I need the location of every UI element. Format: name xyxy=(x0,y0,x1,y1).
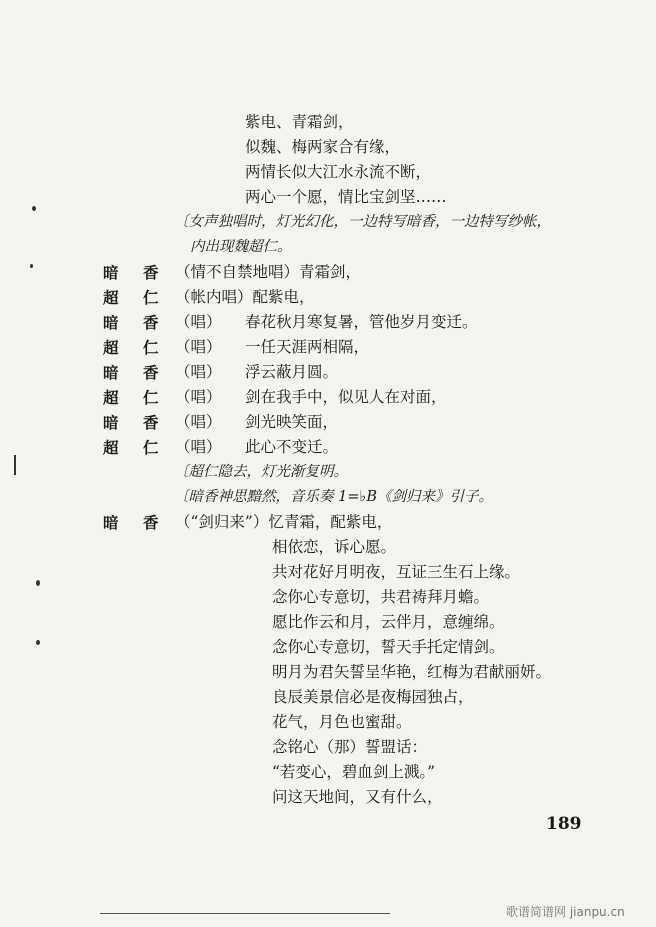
speaker-char: 超 xyxy=(103,438,119,457)
scan-edge-line xyxy=(100,913,390,914)
verse-line: “若变心，碧血剑上溅。” xyxy=(272,763,436,781)
dialogue-content xyxy=(175,360,338,385)
verse-line: 共对花好月明夜，互证三生石上缘。 xyxy=(272,563,521,581)
dialogue-line xyxy=(0,335,656,360)
scan-speck xyxy=(36,580,40,586)
speaker-char: 香 xyxy=(143,413,159,432)
dialogue-line xyxy=(0,410,656,435)
speaker-char: 暗 xyxy=(103,513,119,532)
lyric-text: 一任天涯两相隔， xyxy=(245,338,370,356)
verse-line: 念你心专意切，誓天手托定情剑。 xyxy=(272,638,505,656)
performance-note: （唱） xyxy=(175,363,222,381)
dialogue-content xyxy=(175,285,315,310)
verse-line: 明月为君矢誓呈华艳，红梅为君献丽妍。 xyxy=(272,663,552,681)
dialogue-content xyxy=(175,435,338,460)
performance-note: （唱） xyxy=(175,313,222,331)
performance-note: （“剑归来”） xyxy=(175,513,269,531)
stage-direction: 内出现魏超仁。 xyxy=(190,239,292,255)
dialogue-line xyxy=(0,310,656,335)
speaker-char: 香 xyxy=(143,313,159,332)
speaker-char: 超 xyxy=(103,338,119,357)
stage-direction: 〔女声独唱时，灯光幻化，一边特写暗香，一边特写纱帐， xyxy=(174,214,551,230)
verse-line: 念你心专意切，共君祷拜月蟾。 xyxy=(272,588,490,606)
verse-line: 两情长似大江水永流不断， xyxy=(245,163,432,181)
dialogue-content xyxy=(175,310,478,335)
speaker-char: 暗 xyxy=(103,363,119,382)
verse-line: 问这天地间，又有什么， xyxy=(272,788,443,806)
speaker-char: 超 xyxy=(103,288,119,307)
verse-line: 紫电、青霜剑， xyxy=(245,113,354,131)
speaker-char: 暗 xyxy=(103,413,119,432)
stage-direction: 〔超仁隐去，灯光渐复明。 xyxy=(174,464,348,480)
dialogue-line xyxy=(0,285,656,310)
dialogue-line xyxy=(0,260,656,285)
dialogue-content xyxy=(175,410,338,435)
lyric-text: 配紫电， xyxy=(252,288,315,306)
dialogue-line xyxy=(0,435,656,460)
scan-speck xyxy=(14,455,16,475)
verse-line: 似魏、梅两家合有缘， xyxy=(245,138,401,156)
speaker-char: 香 xyxy=(143,513,159,532)
speaker-char: 暗 xyxy=(103,313,119,332)
speaker-char: 超 xyxy=(103,388,119,407)
performance-note: （唱） xyxy=(175,338,222,356)
speaker-char: 仁 xyxy=(143,288,159,307)
dialogue-line xyxy=(0,510,656,535)
speaker-char: 仁 xyxy=(143,438,159,457)
dialogue-content xyxy=(175,260,361,285)
page-number: 189 xyxy=(546,814,582,834)
stage-direction: 〔暗香神思黯然，音乐奏 1=♭B《剑归来》引子。 xyxy=(174,489,493,505)
scan-speck xyxy=(36,640,40,645)
dialogue-content xyxy=(175,335,369,360)
performance-note: （帐内唱） xyxy=(175,288,253,306)
dialogue-line xyxy=(0,385,656,410)
verse-line: 相依恋，诉心愿。 xyxy=(272,538,397,556)
lyric-text: 忆青霜，配紫电， xyxy=(268,513,393,531)
lyric-text: 此心不变迁。 xyxy=(245,438,339,456)
speaker-char: 仁 xyxy=(143,338,159,357)
speaker-char: 香 xyxy=(143,263,159,282)
verse-line: 愿比作云和月，云伴月，意缠绵。 xyxy=(272,613,505,631)
performance-note: （情不自禁地唱） xyxy=(175,263,300,281)
verse-line: 两心一个愿，情比宝剑坚…… xyxy=(245,188,447,206)
performance-note: （唱） xyxy=(175,413,222,431)
verse-line: 花气，月色也蜜甜。 xyxy=(272,713,412,731)
lyric-text: 浮云蔽月圆。 xyxy=(245,363,339,381)
lyric-text: 青霜剑， xyxy=(299,263,362,281)
speaker-char: 香 xyxy=(143,363,159,382)
watermark: 歌谱简谱网 jianpu.cn xyxy=(506,905,625,919)
lyric-text: 春花秋月寒复暑，管他岁月变迁。 xyxy=(245,313,478,331)
scan-speck xyxy=(32,206,36,211)
lyric-text: 剑光映笑面， xyxy=(245,413,339,431)
verse-line: 良辰美景信必是夜梅园独占， xyxy=(272,688,474,706)
page-body xyxy=(0,110,656,810)
scan-speck xyxy=(30,264,33,268)
lyric-text: 剑在我手中，似见人在对面， xyxy=(245,388,447,406)
speaker-char: 暗 xyxy=(103,263,119,282)
dialogue-line xyxy=(0,360,656,385)
performance-note: （唱） xyxy=(175,438,222,456)
dialogue-content xyxy=(175,510,392,535)
speaker-char: 仁 xyxy=(143,388,159,407)
performance-note: （唱） xyxy=(175,388,222,406)
verse-line: 念铭心（那）誓盟话： xyxy=(272,738,428,756)
dialogue-content xyxy=(175,385,447,410)
